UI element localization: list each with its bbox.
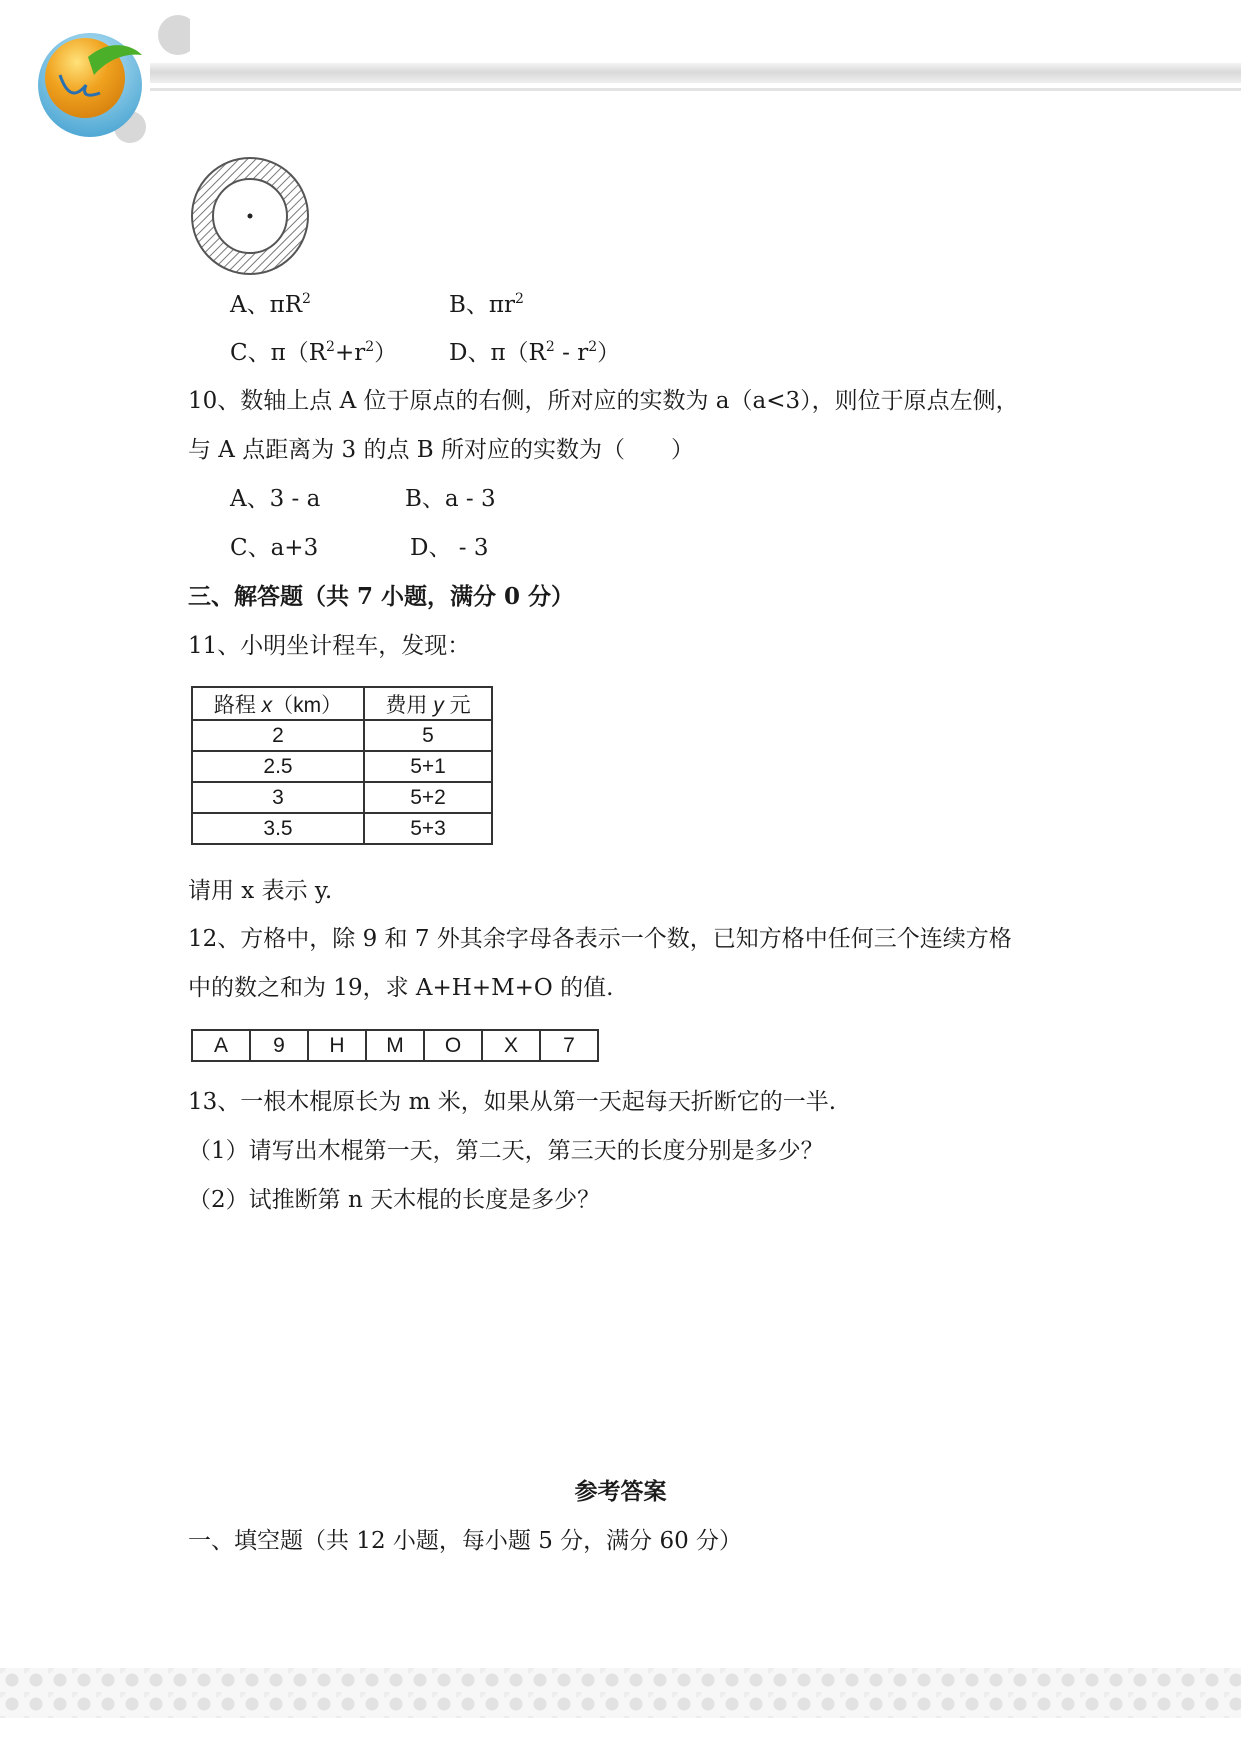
q11-ask: 请用 x 表示 y. (188, 878, 333, 904)
q10-line1: 10、数轴上点 A 位于原点的右侧，所对应的实数为 a（a<3），则位于原点左侧， (188, 388, 1019, 414)
q10-line2: 与 A 点距离为 3 的点 B 所对应的实数为（ ） (188, 437, 695, 463)
table-row (192, 813, 492, 844)
grid-cell: M (366, 1030, 424, 1061)
grid-cell: A (192, 1030, 250, 1061)
q9-option-a: A、$\pi R^2$ (230, 291, 311, 318)
q10-option-b: B、a - 3 (405, 486, 496, 512)
distance-cell: 3 (192, 782, 364, 813)
header-fare: 费用 y 元 (364, 687, 492, 720)
distance-cell: 2 (192, 720, 364, 751)
answers-title: 参考答案 (574, 1478, 667, 1505)
header-bar (150, 63, 1241, 83)
q9-option-c: C、$\pi(R^2+r^2)$ (230, 339, 398, 366)
q9-option-b: B、$\pi r^2$ (449, 291, 524, 318)
header-bar-shadow (150, 88, 1241, 91)
grid-cell: O (424, 1030, 482, 1061)
distance-cell: 3.5 (192, 813, 364, 844)
section3-title: 三、解答题（共 7 小题，满分 0 分） (188, 583, 575, 610)
letter-grid (191, 1029, 599, 1062)
q9-option-d: D、$\pi(R^2 - r^2)$ (449, 339, 621, 366)
q10-option-a: A、3 - a (230, 486, 321, 512)
fare-cell: 5 (364, 720, 492, 751)
header-distance: 路程 x（km） (192, 687, 364, 720)
q12-line1: 12、方格中，除 9 和 7 外其余字母各表示一个数，已知方格中任何三个连续方格 (188, 926, 1012, 952)
distance-cell: 2.5 (192, 751, 364, 782)
grid-cell: X (482, 1030, 540, 1061)
q10-option-c: C、a+3 (230, 535, 319, 561)
q13-part1: （1）请写出木棍第一天，第二天，第三天的长度分别是多少？ (188, 1138, 824, 1164)
answers-section1: 一、填空题（共 12 小题，每小题 5 分，满分 60 分） (188, 1528, 743, 1554)
table-row (192, 751, 492, 782)
grid-cell: 9 (250, 1030, 308, 1061)
table-header-row (192, 687, 492, 720)
table-row (192, 782, 492, 813)
footer-pattern (0, 1668, 1241, 1718)
q11-intro: 11、小明坐计程车，发现： (188, 633, 471, 659)
grid-cell: H (308, 1030, 366, 1061)
table-row (192, 720, 492, 751)
fare-cell: 5+2 (364, 782, 492, 813)
grid-cell: 7 (540, 1030, 598, 1061)
q13-part2: （2）试推断第 n 天木棍的长度是多少？ (188, 1187, 601, 1213)
fare-cell: 5+3 (364, 813, 492, 844)
annulus-figure (186, 152, 314, 280)
q10-option-d: D、 - 3 (410, 535, 489, 561)
q13-line1: 13、一根木棍原长为 m 米，如果从第一天起每天折断它的一半. (188, 1089, 837, 1115)
logo-icon (30, 5, 190, 150)
fare-table (191, 686, 493, 845)
q12-line2: 中的数之和为 19，求 A+H+M+O 的值. (188, 975, 614, 1001)
fare-cell: 5+1 (364, 751, 492, 782)
